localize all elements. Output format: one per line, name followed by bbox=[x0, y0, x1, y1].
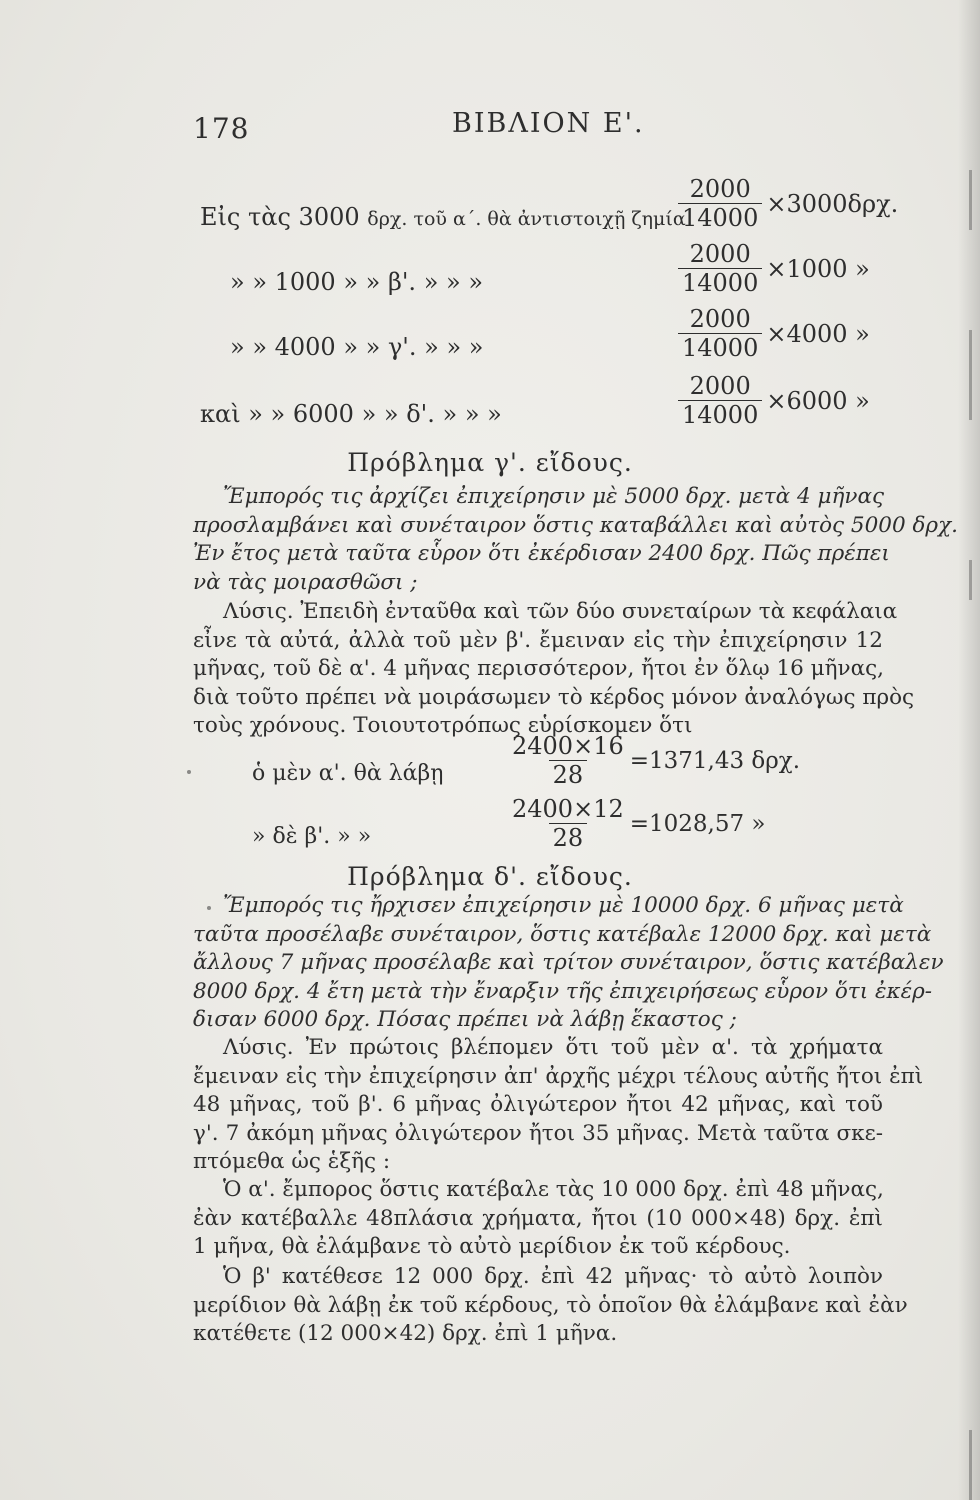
allocation-label: Εἰς τὰς 3000 δρχ. τοῦ α΄. θὰ ἀντιστοιχῇ ζημία bbox=[200, 203, 686, 231]
allocation-fraction: $\frac{2000}{14000}$ ×4000 » bbox=[678, 305, 870, 362]
problem3-solution: Λύσις. Ἐπειδὴ ἐνταῦθα καὶ τῶν δύο συνεταίρων τὰ κεφάλαια εἶνε τὰ αὐτά, ἀλλὰ τοῦ μὲν β'. ἔμειναν εἰς τὴν ἐπιχείρησιν 12 μῆνας, τοῦ δὲ α'. 4 μῆνας περισσότερον, ἤτοι ἐν ὅλῳ 16 μῆνας, διὰ τοῦτο πρέπει νὰ μοιράσωμεν τὸ κέρδος μόνον ἀναλόγως πρὸς τοὺς χρόνους. Τοιουτοτρόπως εὑρίσκομεν ὅτι bbox=[193, 599, 915, 738]
allocation-fraction: $\frac{2000}{14000}$ ×3000δρχ. bbox=[678, 175, 898, 232]
page-edge-mark bbox=[969, 170, 972, 230]
running-title: ΒΙΒΛΙΟΝ Ε'. bbox=[452, 108, 645, 139]
allocation-row bbox=[200, 372, 900, 436]
problem3-heading: Πρόβλημα γ'. εἴδους. bbox=[347, 448, 633, 477]
page-edge-mark bbox=[969, 330, 972, 420]
page-number: 178 bbox=[193, 112, 250, 145]
page-edge-mark bbox=[969, 1430, 972, 1500]
allocation-label: » » 1000 » » β'. » » » bbox=[230, 268, 483, 296]
allocation-fraction: $\frac{2000}{14000}$ ×1000 » bbox=[678, 240, 870, 297]
problem4-paragraph-b: Ὁ β' κατέθεσε 12 000 δρχ. ἐπὶ 42 μῆνας· τὸ αὐτὸ λοιπὸν μερίδιον θὰ λάβῃ ἐκ τοῦ κέρδους, τὸ ὁποῖον θὰ ἐλάμβανε καὶ ἐὰν κατέθετε (12 000×42) δρχ. ἐπὶ 1 μῆνα. bbox=[193, 1264, 908, 1346]
share-label: » δὲ β'. » » bbox=[252, 824, 372, 849]
allocation-row bbox=[200, 175, 900, 239]
problem4-paragraph-a: Ὁ α'. ἔμπορος ὅστις κατέβαλε τὰς 10 000 δρχ. ἐπὶ 48 μῆνας, ἐὰν κατέβαλλε 48πλάσια χρήματα, ἤτοι (10 000×48) δρχ. ἐπὶ 1 μῆνα, θὰ ἐλάμβανε τὸ αὐτὸ μερίδιον ἐκ τοῦ κέρδους. bbox=[193, 1177, 884, 1259]
problem4-statement: Ἔμπορός τις ἤρχισεν ἐπιχείρησιν μὲ 10000 δρχ. 6 μῆνας μετὰ ταῦτα προσέλαβε συνέταιρον, ὅστις κατέβαλε 12000 δρχ. καὶ μετὰ ἄλλους 7 μῆνας προσέλαβε καὶ τρίτον συνέταιρον, ὅστις κατέβαλεν 8000 δρχ. 4 ἔτη μετὰ τὴν ἔναρξιν τῆς ἐπιχειρήσεως εὗρον ὅτι ἐκέρ- δισαν 6000 δρχ. Πόσας πρέπει νὰ λάβῃ ἕκαστος ; bbox=[193, 893, 944, 1032]
allocation-row bbox=[200, 305, 900, 369]
share-label: ὁ μὲν α'. θὰ λάβῃ bbox=[252, 761, 444, 786]
allocation-label: » » 4000 » » γ'. » » » bbox=[230, 333, 484, 361]
share-fraction: $\frac{2400\times 12}{28}$ =1028,57 » bbox=[512, 795, 766, 852]
allocation-fraction: $\frac{2000}{14000}$ ×6000 » bbox=[678, 372, 870, 429]
problem4-heading: Πρόβλημα δ'. εἴδους. bbox=[347, 862, 633, 891]
problem3-statement: Ἔμπορός τις ἀρχίζει ἐπιχείρησιν μὲ 5000 δρχ. μετὰ 4 μῆνας προσλαμβάνει καὶ συνέταιρον ὅστις καταβάλλει καὶ αὐτὸς 5000 δρχ. Ἐν ἔτος μετὰ ταῦτα εὗρον ὅτι ἐκέρδισαν 2400 δρχ. Πῶς πρέπει νὰ τὰς μοιρασθῶσι ; bbox=[193, 484, 958, 595]
page-edge-mark bbox=[969, 560, 972, 600]
allocation-label: καὶ » » 6000 » » δ'. » » » bbox=[200, 400, 502, 428]
problem4-solution: Λύσις. Ἐν πρώτοις βλέπομεν ὅτι τοῦ μὲν α'. τὰ χρήματα ἔμειναν εἰς τὴν ἐπιχείρησιν ἀπ' ἀρχῆς μέχρι τέλους αὐτῆς ἤτοι ἐπὶ 48 μῆνας, τοῦ β'. 6 μῆνας ὀλιγώτερον ἤτοι 42 μῆνας, καὶ τοῦ γ'. 7 ἀκόμη μῆνας ὀλιγώτερον ἤτοι 35 μῆνας. Μετὰ ταῦτα σκε- πτόμεθα ὡς ἑξῆς : bbox=[193, 1035, 924, 1174]
share-row bbox=[0, 732, 980, 796]
allocation-row bbox=[200, 240, 900, 304]
share-fraction: $\frac{2400\times 16}{28}$ =1371,43 δρχ. bbox=[512, 732, 801, 789]
share-row bbox=[0, 795, 980, 859]
